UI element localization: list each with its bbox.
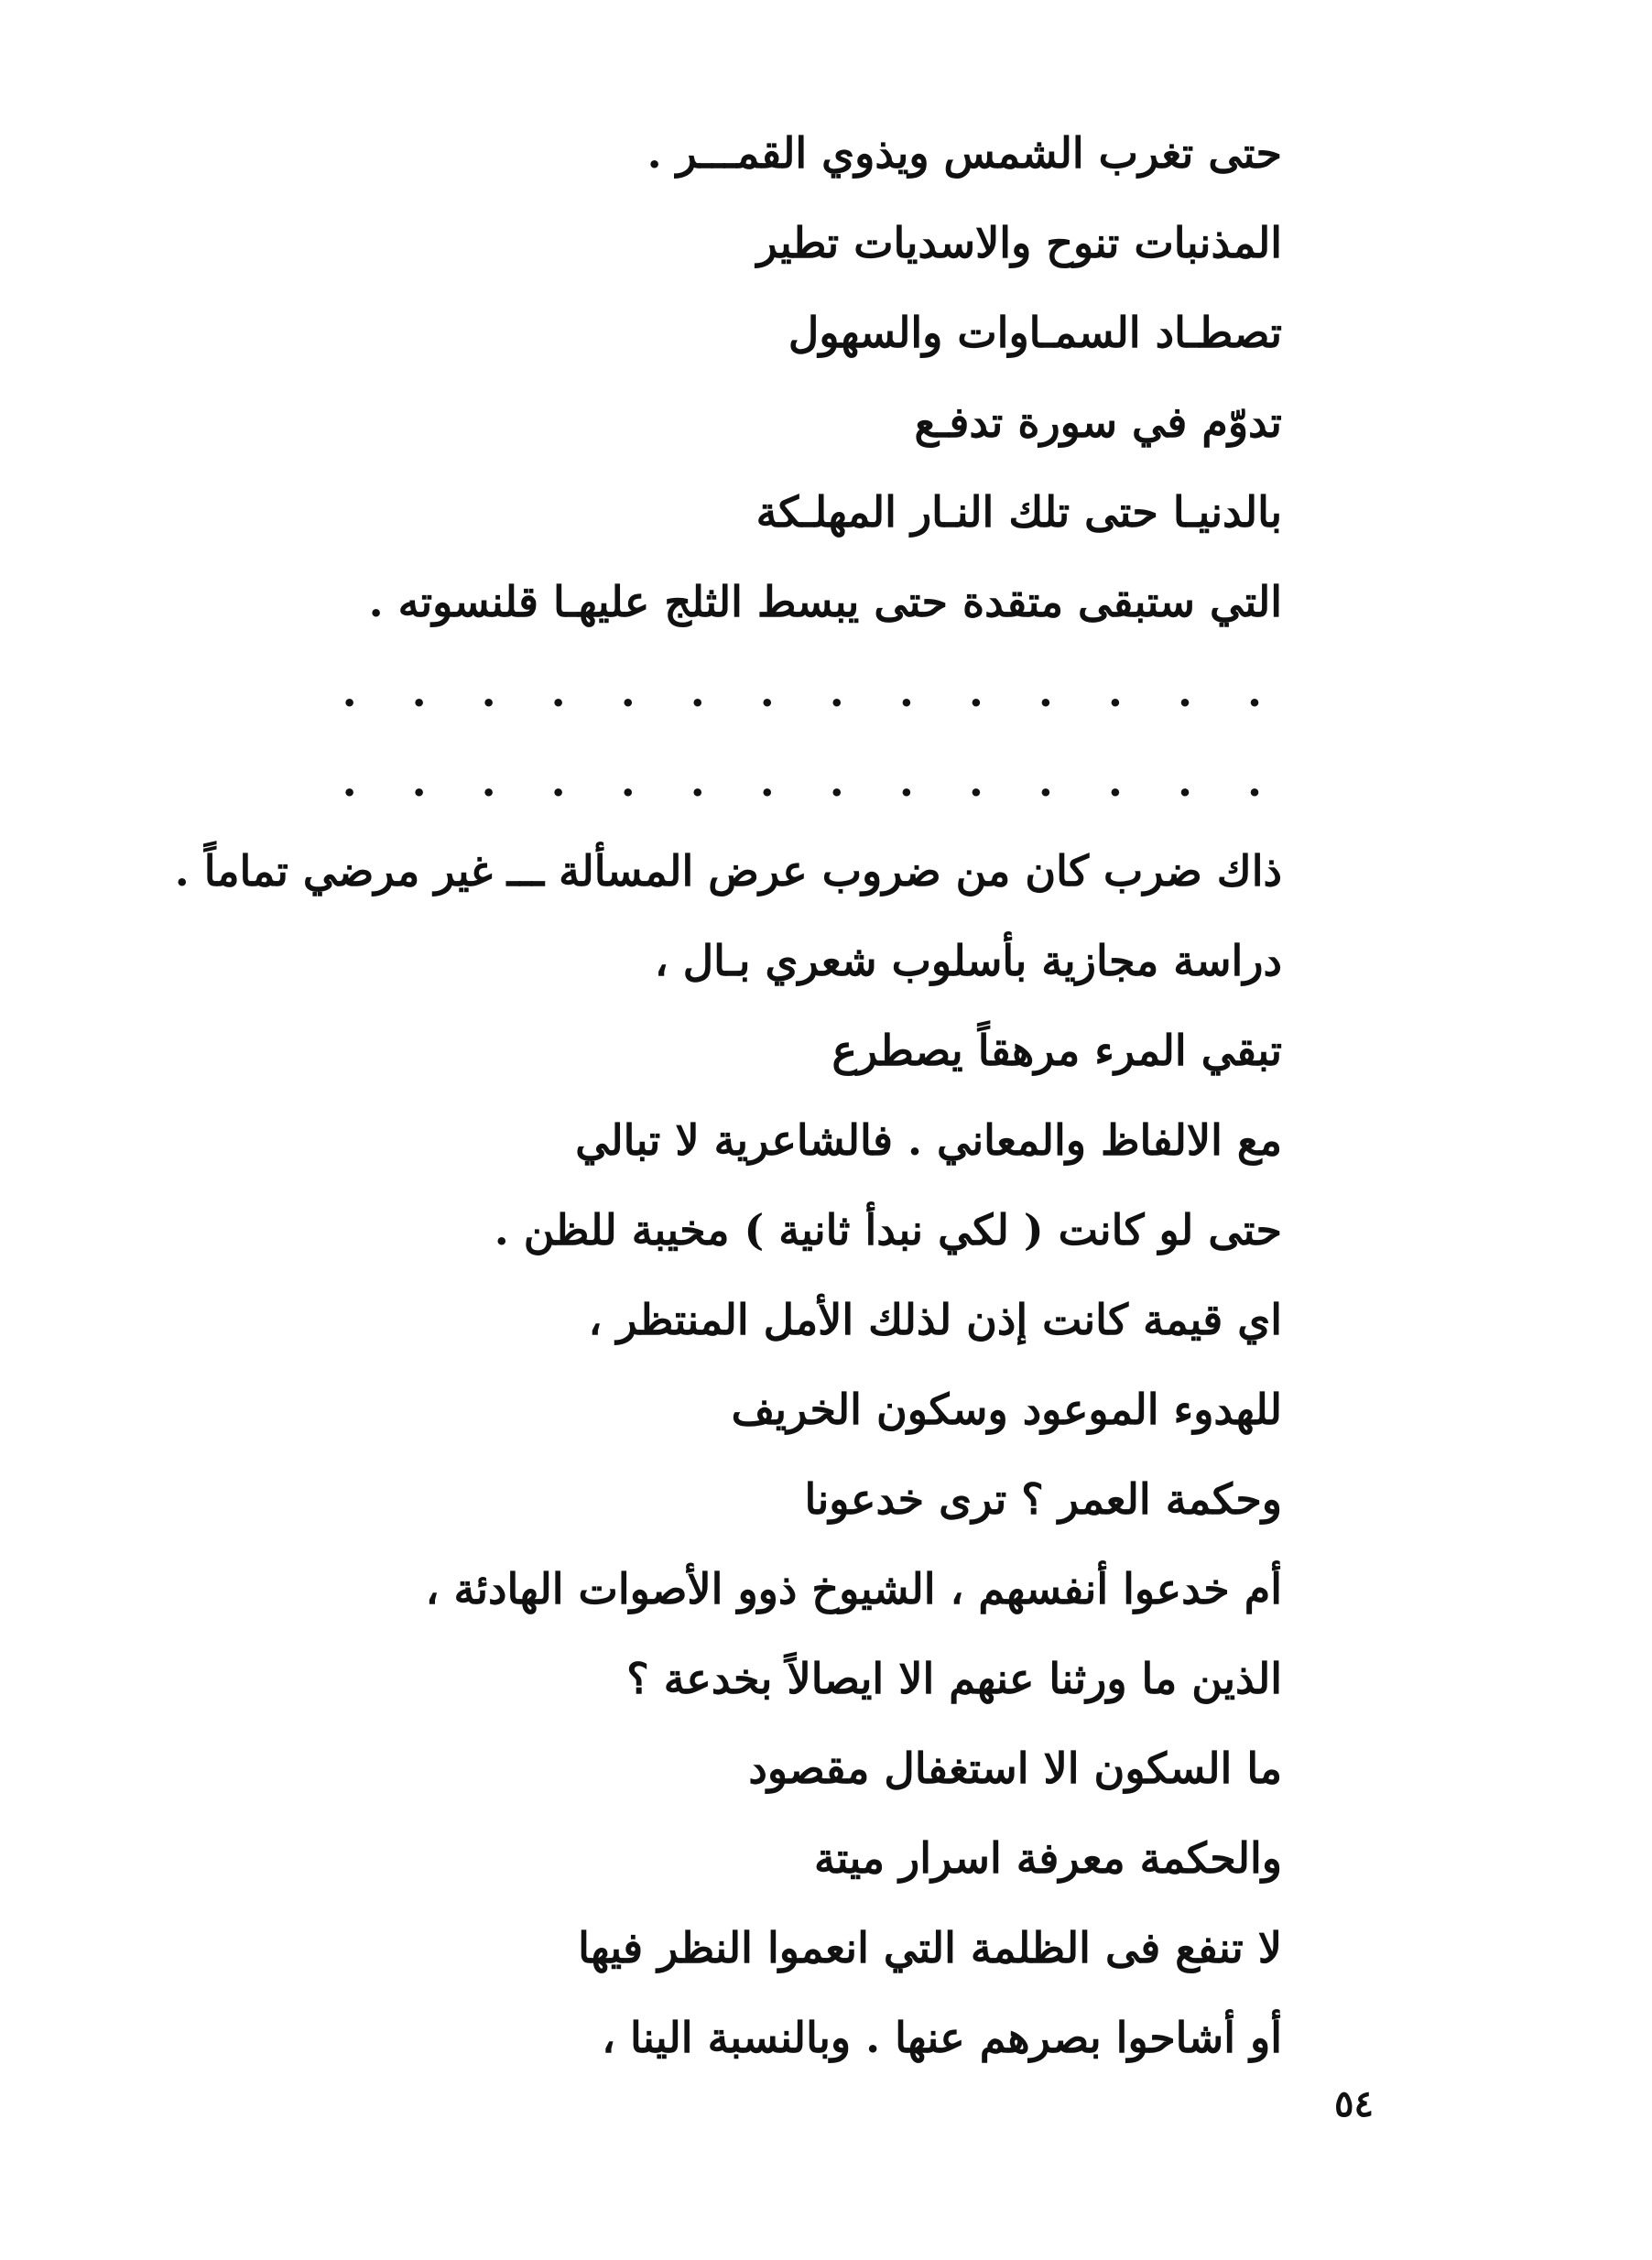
poem-line-4: تدوّم في سورة تدفـع: [914, 397, 1282, 447]
poem-line-12: مع الالفاظ والمعاني . فالشاعرية لا تبالي: [575, 1115, 1282, 1165]
poem-line-14: اي قيمة كانت إذن لذلك الأمل المنتظر ،: [588, 1295, 1282, 1344]
poem-line-13: حتى لو كانت ( لكي نبدأ ثانية ) مخيبة للظن .: [494, 1205, 1282, 1255]
poem-line-10: دراسة مجازية بأسلوب شعري بـال ،: [654, 936, 1282, 985]
poem-line-22: أو أشاحوا بصرهم عنها . وبالنسبة الينا ،: [602, 2013, 1282, 2062]
poem-line-17: أم خدعوا أنفسهم ، الشيوخ ذوو الأصوات الهادئة ،: [425, 1564, 1282, 1614]
poem-line-20: والحكمة معرفة اسرار ميتة: [813, 1833, 1282, 1883]
ellipsis-line-1: . . . . . . . . . . . . . .: [342, 667, 1282, 716]
poem-line-5: بالدنيـا حتى تلك النـار المهلـكة: [755, 487, 1282, 537]
ellipsis-line-2: . . . . . . . . . . . . . .: [342, 756, 1282, 806]
poem-line-15: للهدوء الموعود وسكون الخريف: [731, 1385, 1282, 1434]
poem-line-21: لا تنفع فى الظلمة التي انعموا النظر فيها: [578, 1923, 1282, 1972]
page-number: ٥٤: [1334, 2082, 1374, 2125]
poem-line-1: حتى تغرب الشمس ويذوي القمـــر .: [647, 128, 1282, 178]
poem-line-19: ما السكون الا استغفال مقصود: [748, 1744, 1282, 1793]
poem-line-2: المذنبات تنوح والاسديات تطير: [756, 218, 1282, 267]
poem-line-6: التي ستبقى متقدة حتى يبسط الثلج عليهـا قلنسوته .: [368, 577, 1282, 626]
poem-line-18: الذين ما ورثنا عنهم الا ايصالاً بخدعة ؟: [626, 1654, 1282, 1703]
poem-line-11: تبقي المرء مرهقاً يصطرع: [831, 1026, 1282, 1075]
poem-text: [92, 108, 1282, 2082]
poem-line-16: وحكمة العمر ؟ ترى خدعونا: [804, 1474, 1282, 1524]
poem-line-9: ذاك ضرب كان من ضروب عرض المسألة ـــ غير مرضي تماماً .: [174, 846, 1282, 896]
poem-line-3: تصطـاد السمـاوات والسهول: [788, 308, 1282, 357]
